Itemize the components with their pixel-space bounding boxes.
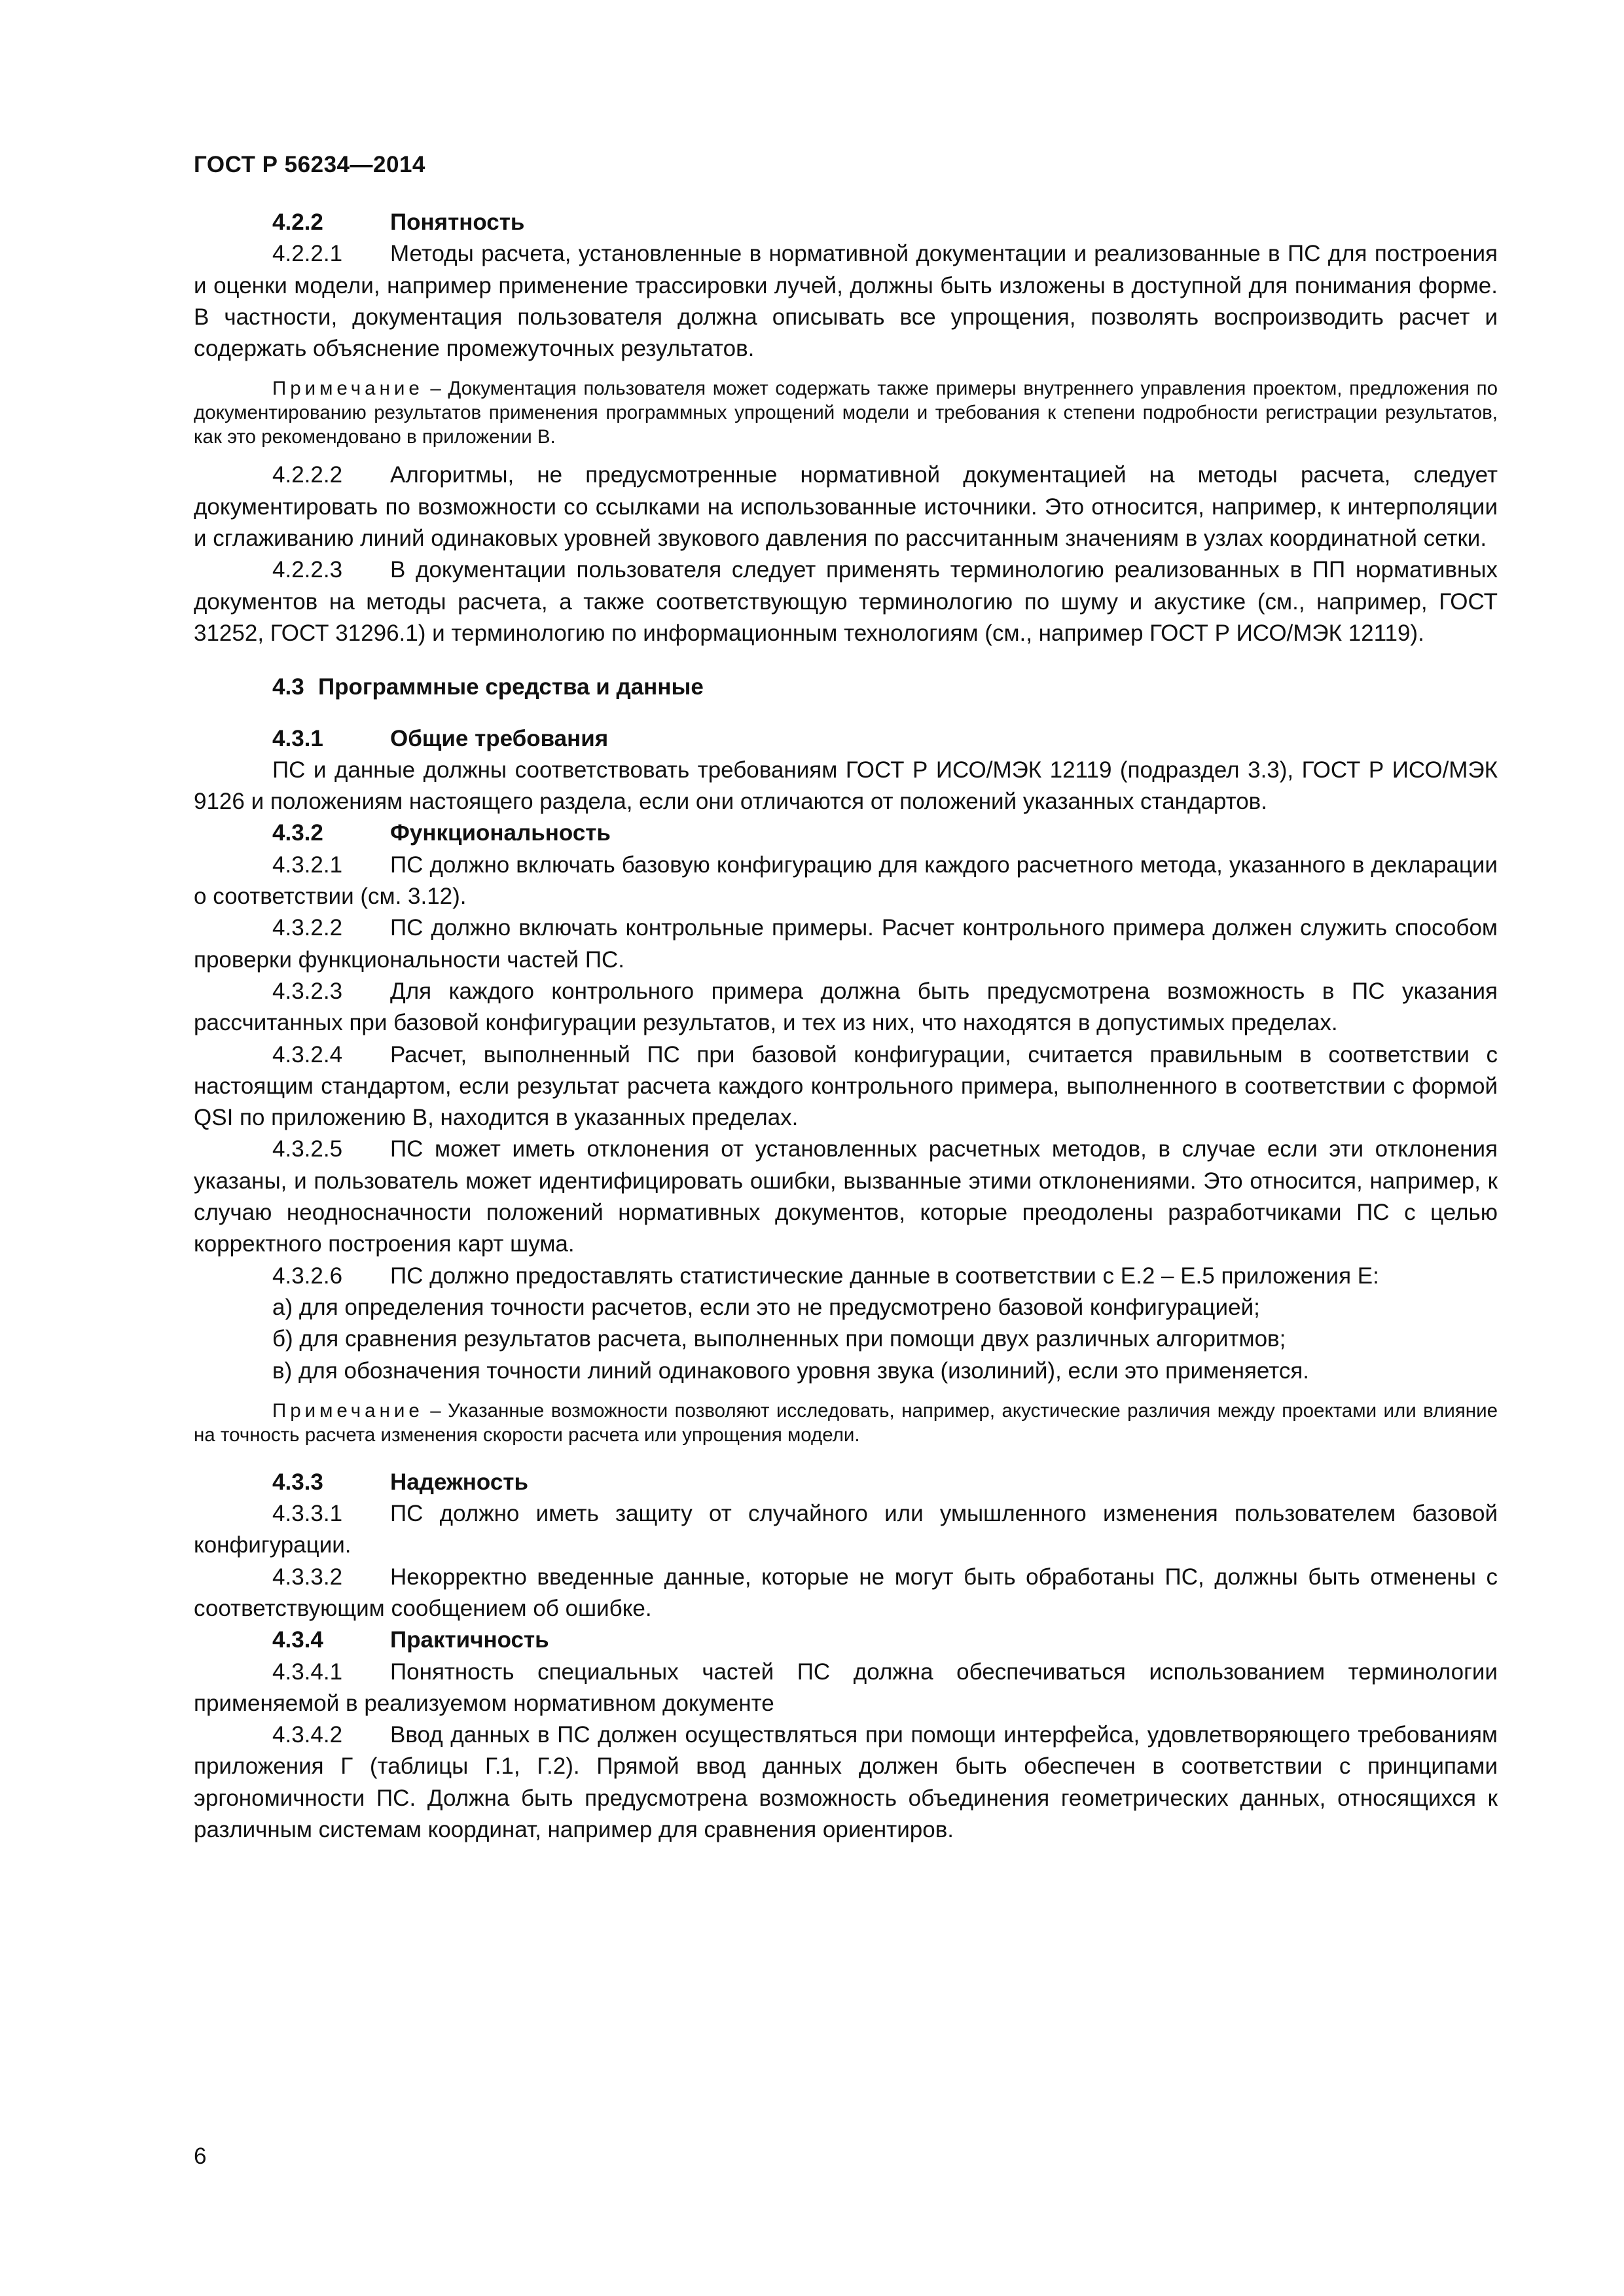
paragraph-number: 4.2.2.1 (272, 241, 343, 267)
paragraph-number: 4.3.2.1 (272, 852, 343, 878)
note-1 (194, 376, 1498, 449)
paragraph-text: ПС может иметь отклонения от установленных расчетных методов, в случае если эти отклонения указаны, и пользователь может идентифицировать ошибки, вызванные этими отклонениями. Это относится, например, к случаю неодносначности положений нормативных документов, которые преодолены разработчиками ПС с целью корректного построения карт шума. (194, 1136, 1498, 1257)
section-title: Программные средства и данные (318, 674, 704, 700)
paragraph-4-3-2-2 (194, 912, 1498, 976)
paragraph-4-3-2-3 (194, 976, 1498, 1039)
section-number: 4.3.2 (272, 820, 323, 846)
paragraph-text: Понятность специальных частей ПС должна обеспечиваться использованием терминологии применяемой в реализуемом нормативном документе (194, 1659, 1498, 1716)
section-number: 4.3.4 (272, 1627, 323, 1653)
note-text: – Документация пользователя может содержать также примеры внутреннего управления проектом, предложения по документированию результатов применения программных упрощений модели и требования к степени подробности регистрации результатов, как это рекомендовано в приложении В. (194, 378, 1498, 448)
paragraph-4-3-2-4 (194, 1039, 1498, 1134)
paragraph-4-2-2-2 (194, 459, 1498, 554)
paragraph-4-3-3-1 (194, 1498, 1498, 1562)
section-title: Практичность (390, 1627, 549, 1653)
section-heading-4-3 (194, 672, 1498, 703)
paragraph-number: 4.3.3.1 (272, 1501, 343, 1527)
section-number: 4.3 (272, 674, 304, 700)
paragraph-4-3-2-5 (194, 1134, 1498, 1260)
paragraph-text: ПС должно включать базовую конфигурацию для каждого расчетного метода, указанного в декларации о соответствии (см. 3.12). (194, 852, 1498, 910)
note-2 (194, 1399, 1498, 1447)
paragraph-text: Расчет, выполненный ПС при базовой конфигурации, считается правильным в соответствии с настоящим стандартом, если результат расчета каждого контрольного примера, выполненного в соответствии с формой QSI по приложению В, находится в указанных пределах. (194, 1041, 1498, 1131)
section-title: Функциональность (390, 820, 611, 846)
paragraph-text: Ввод данных в ПС должен осуществляться при помощи интерфейса, удовлетворяющего требованиям приложения Г (таблицы Г.1, Г.2). Прямой ввод данных должен быть обеспечен в соответствии с принципами эргономичности ПС. Должна быть предусмотрена возможность объединения геометрических данных, относящихся к различным системам координат, например для сравнения ориентиров. (194, 1722, 1498, 1843)
paragraph-text: ПС должно иметь защиту от случайного или умышленного изменения пользователем базовой конфигурации. (194, 1501, 1498, 1558)
standard-header: ГОСТ Р 56234—2014 (194, 152, 425, 177)
paragraph-text: Некорректно введенные данные, которые не могут быть обработаны ПС, должны быть отменены с соответствующим сообщением об ошибке. (194, 1564, 1498, 1621)
paragraph-number: 4.3.4.2 (272, 1722, 343, 1748)
paragraph-number: 4.3.2.6 (272, 1263, 343, 1289)
paragraph-4-3-2-6 (194, 1261, 1498, 1292)
paragraph-number: 4.2.2.3 (272, 557, 343, 583)
note-text: – Указанные возможности позволяют исследовать, например, акустические различия между проектами или влияние на точность расчета изменения скорости расчета или упрощения модели. (194, 1399, 1498, 1446)
paragraph-text: ПС и данные должны соответствовать требованиям ГОСТ Р ИСО/МЭК 12119 (подраздел 3.3), ГОСТ Р ИСО/МЭК 9126 и положениям настоящего раздела, если они отличаются от положений указанных стандартов. (194, 757, 1498, 815)
paragraph-4-3-1 (194, 755, 1498, 818)
paragraph-4-2-2-1 (194, 238, 1498, 365)
paragraph-4-2-2-3 (194, 554, 1498, 649)
paragraph-text: В документации пользователя следует применять терминологию реализованных в ПП нормативных документов на методы расчета, а также соответствующую терминологию по шуму и акустике (см., например, ГОСТ 31252, ГОСТ 31296.1) и терминологию по информационным технологиям (см., например ГОСТ Р ИСО/МЭК 12119). (194, 557, 1498, 646)
paragraph-text: ПС должно включать контрольные примеры. Расчет контрольного примера должен служить способом проверки функциональности частей ПС. (194, 915, 1498, 973)
paragraph-number: 4.2.2.2 (272, 462, 343, 488)
paragraph-number: 4.3.2.5 (272, 1136, 343, 1162)
note-label: Примечание (272, 1399, 424, 1422)
list-item-c: в) для обозначения точности линий одинакового уровня звука (изолиний), если это применяется. (272, 1357, 1310, 1384)
paragraph-number: 4.3.3.2 (272, 1564, 343, 1590)
section-heading-4-3-2 (194, 817, 1498, 849)
section-title: Понятность (390, 209, 525, 235)
paragraph-4-3-4-2 (194, 1719, 1498, 1846)
section-title: Общие требования (390, 725, 609, 751)
list-item-b: б) для сравнения результатов расчета, выполненных при помощи двух различных алгоритмов; (272, 1326, 1286, 1352)
paragraph-4-3-4-1 (194, 1657, 1498, 1720)
paragraph-number: 4.3.2.2 (272, 915, 343, 941)
paragraph-text: Для каждого контрольного примера должна быть предусмотрена возможность в ПС указания рассчитанных при базовой конфигурации результатов, и тех из них, что находятся в допустимых пределах. (194, 978, 1498, 1036)
paragraph-number: 4.3.2.3 (272, 978, 343, 1004)
paragraph-text: ПС должно предоставлять статистические данные в соответствии с Е.2 – Е.5 приложения Е: (390, 1263, 1379, 1289)
document-body (194, 207, 1498, 1846)
section-title: Надежность (390, 1469, 528, 1495)
section-heading-4-3-3 (194, 1467, 1498, 1498)
paragraph-number: 4.3.4.1 (272, 1659, 343, 1685)
paragraph-text: Методы расчета, установленные в нормативной документации и реализованные в ПС для построения и оценки модели, например применение трассировки лучей, должны быть изложены в доступной для понимания форме. В частности, документация пользователя должна описывать все упрощения, позволять воспроизводить расчет и содержать объяснение промежуточных результатов. (194, 241, 1498, 362)
paragraph-number: 4.3.2.4 (272, 1041, 343, 1067)
section-number: 4.2.2 (272, 209, 323, 235)
section-number: 4.3.3 (272, 1469, 323, 1495)
section-heading-4-3-4 (194, 1624, 1498, 1656)
list-item-a: а) для определения точности расчетов, если это не предусмотрено базовой конфигурацией; (272, 1294, 1260, 1320)
section-number: 4.3.1 (272, 725, 323, 751)
note-label: Примечание (272, 378, 424, 400)
section-heading-4-3-1 (194, 723, 1498, 755)
paragraph-4-3-2-1 (194, 850, 1498, 913)
paragraph-4-3-3-2 (194, 1562, 1498, 1625)
paragraph-text: Алгоритмы, не предусмотренные нормативной документацией на методы расчета, следует документировать по возможности со ссылками на использованные источники. Это относится, например, к интерполяции и сглаживанию линий одинаковых уровней звукового давления по рассчитанным значениям в узлах координатной сетки. (194, 462, 1498, 552)
section-heading-4-2-2 (194, 207, 1498, 238)
page-number: 6 (194, 2144, 207, 2169)
